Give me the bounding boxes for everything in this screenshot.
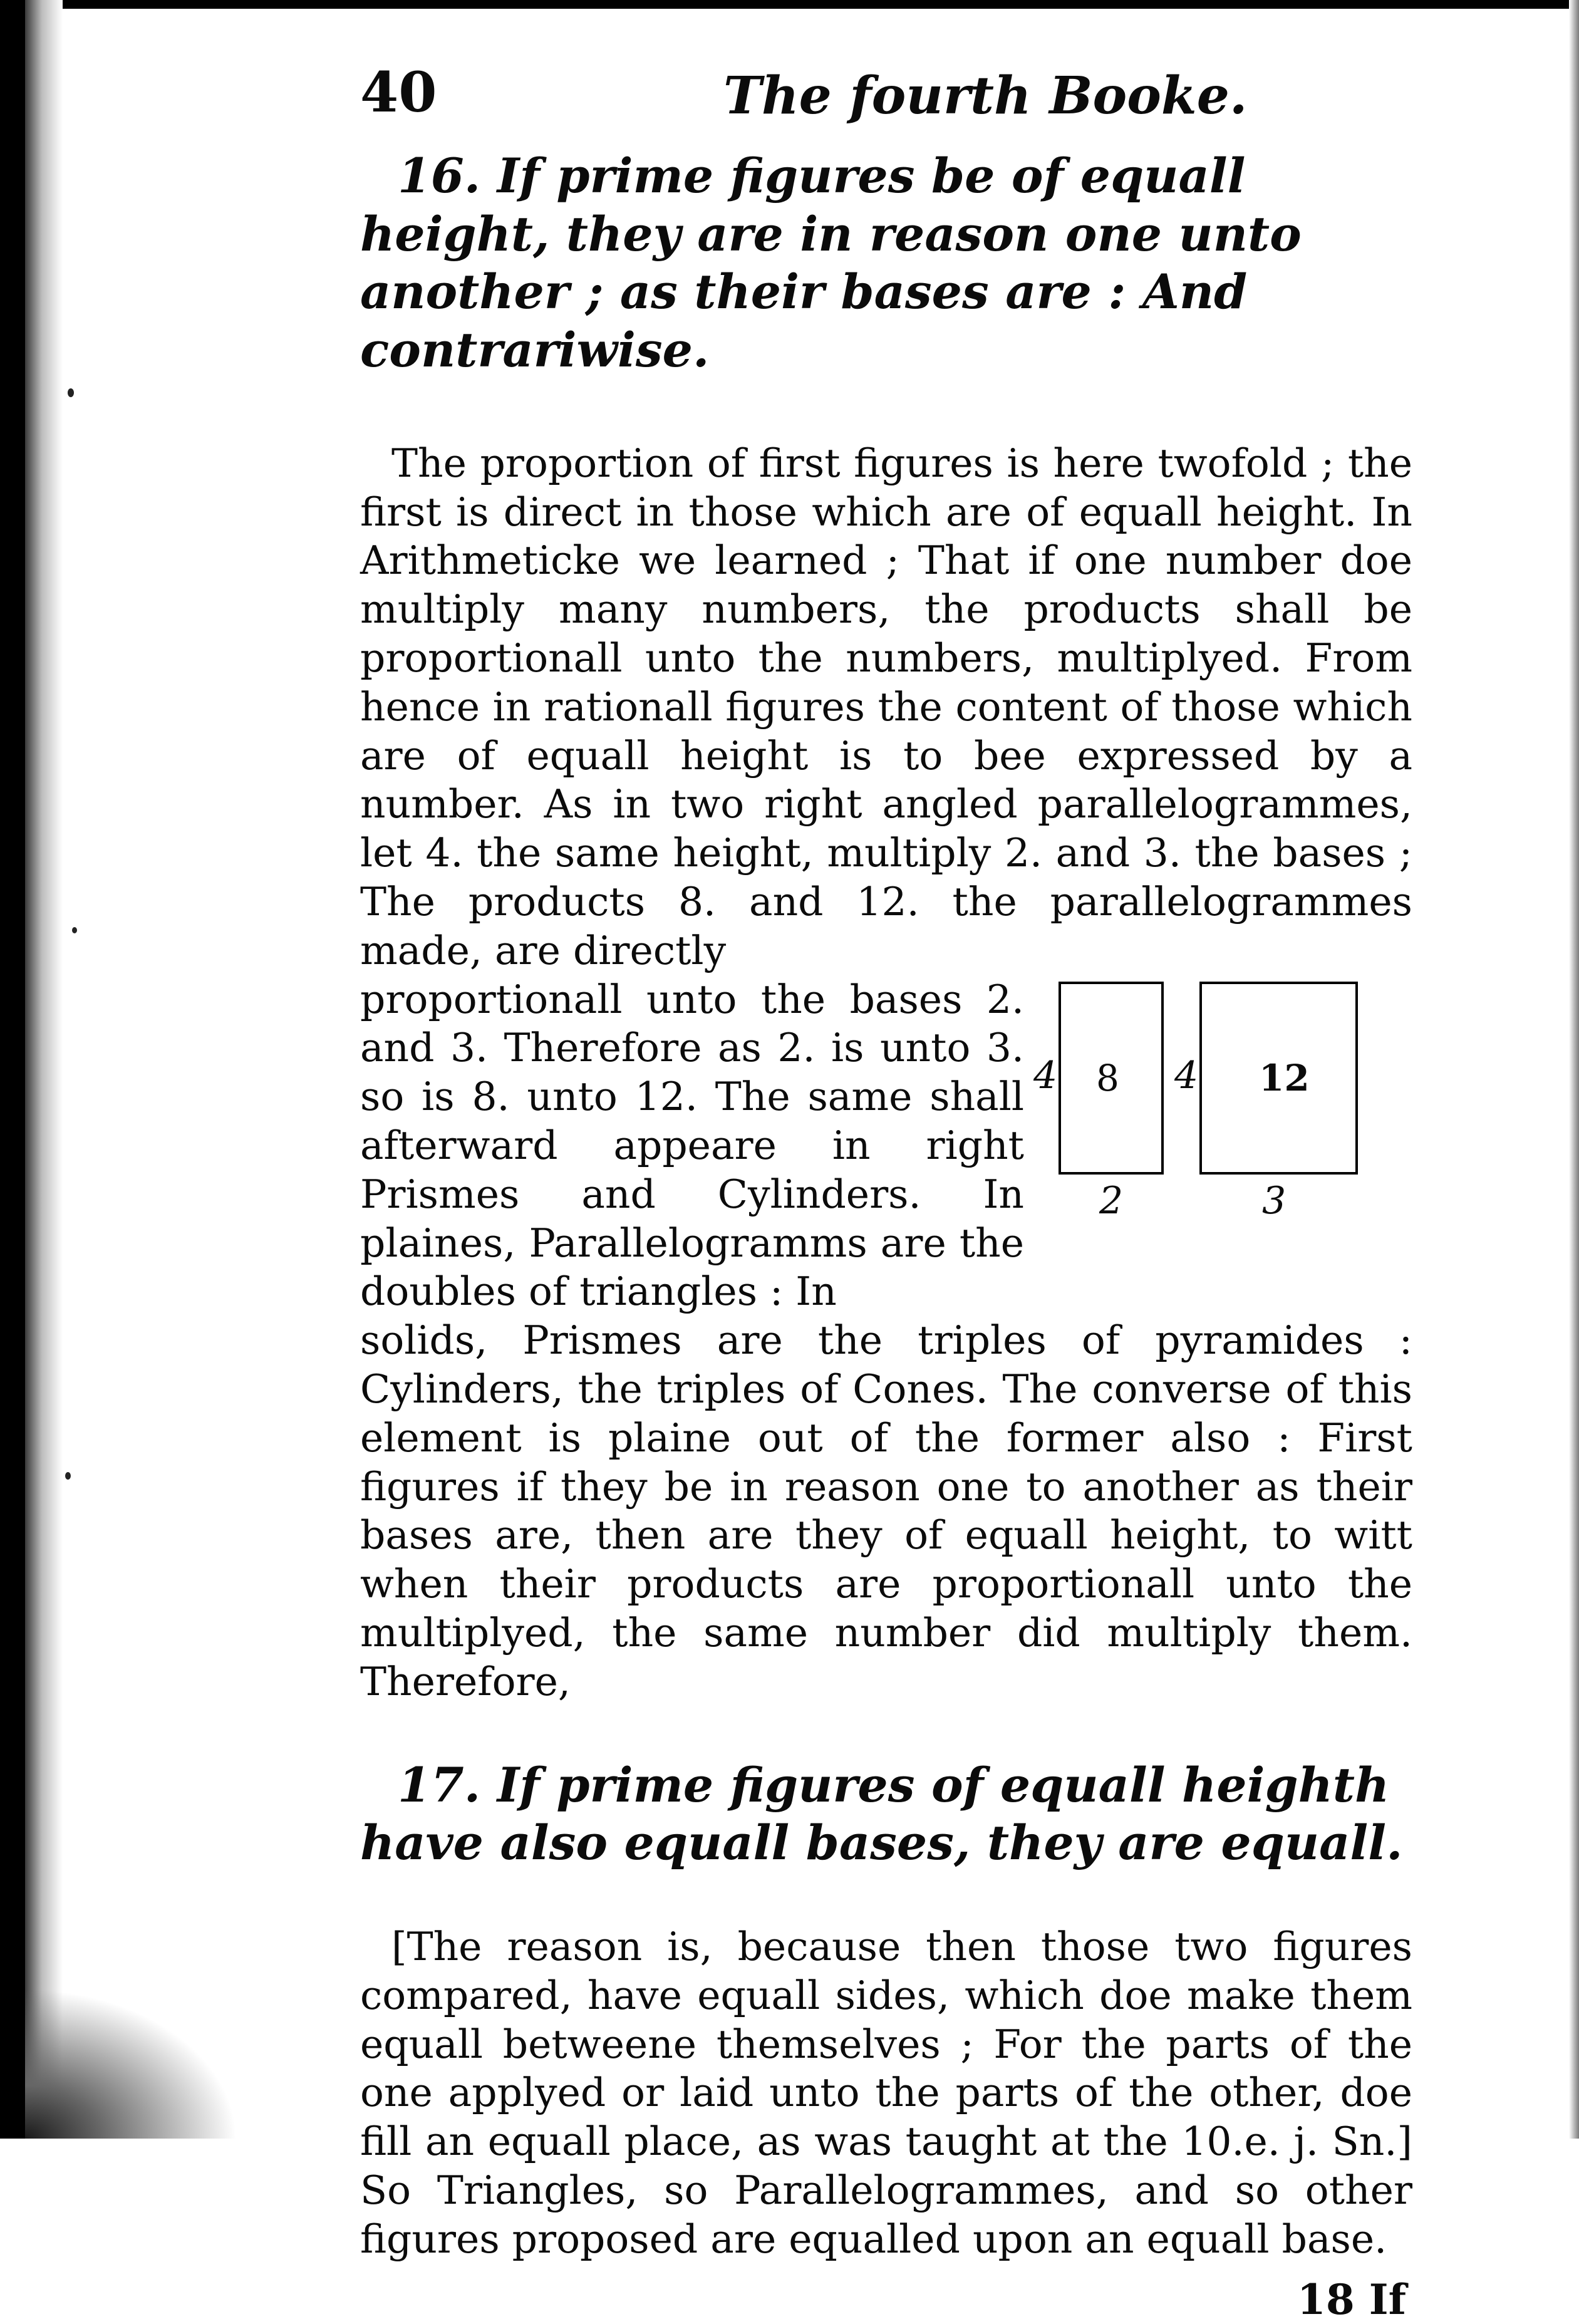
scan-border-right xyxy=(1569,0,1579,2139)
gutter-speck xyxy=(72,927,77,933)
scan-border-left xyxy=(0,0,25,2139)
scan-gutter-shadow xyxy=(25,0,63,2139)
proposition-text: If prime figures be of equall height, they are in reason one unto another ; as their bases are : And contrariwise. xyxy=(360,148,1302,378)
proposition-17 xyxy=(360,1756,1412,1872)
proposition-text: If prime figures of equall heighth have also equall bases, they are equall. xyxy=(360,1756,1403,1871)
figure-block xyxy=(360,975,1412,1317)
proposition-number: 16. xyxy=(398,148,481,204)
base-label-right: 3 xyxy=(1262,1178,1286,1223)
book-page xyxy=(360,60,1412,2324)
parallelogram-figure xyxy=(1033,975,1409,1238)
paragraph-2: [The reason is, because then those two figures compared, have equall sides, which doe make them equall betweene themselves ; For the parts of the one applyed or laid unto the parts of the other, doe fill an equall place, as was taught at the 10.e. j. Sn.] So Triangles, so Parallelogrammes, and so other figures proposed are equalled upon an equall base. xyxy=(360,1924,1412,2262)
paragraph-1-tail: solids, Prismes are the triples of pyramides : Cylinders, the triples of Cones. The converse of this element is plaine out of the former also : First figures if they be in reason one to another as their bases are, then are they of equall height, to witt when their products are proportionall unto the multiplyed, the same number did multiply them. Therefore, xyxy=(360,1317,1412,1704)
scan-corner-smudge xyxy=(25,1988,238,2139)
running-title: The fourth Booke. xyxy=(723,66,1248,126)
proposition-16 xyxy=(360,147,1412,380)
paragraph-1-lead: The proportion of first figures is here twofold ; the first is direct in those which are of equall height. In Arithmeticke we learned ; That if one number doe multiply many numbers, the products shall be proportionall unto the numbers, multiplyed. From hence in rationall figures the content of those which are of equall height is to bee expressed by a number. As in two right angled parallelogrammes, let 4. the same height, multiply 2. and 3. the bases ; The products 8. and 12. the parallelogrammes made, are directly xyxy=(360,440,1412,973)
base-label-left: 2 xyxy=(1099,1178,1124,1223)
paragraph-1-beside-figure: proportionall unto the bases 2. and 3. Therefore as 2. is unto 3. so is 8. unto 12. The same shall afterward appeare in right Prismes and Cylinders. In plaines, Parallelogramms are the doubles of triangles : In xyxy=(360,976,1024,1315)
catchword: 18 If xyxy=(1297,2275,1406,2324)
scan-border-top xyxy=(0,0,1579,9)
height-label-right: 4 xyxy=(1174,1053,1199,1097)
product-value-right: 12 xyxy=(1259,1056,1310,1099)
gutter-speck xyxy=(65,1472,71,1480)
page-number: 40 xyxy=(360,60,437,125)
gutter-speck xyxy=(68,388,74,397)
running-head xyxy=(360,60,1412,128)
height-label-left: 4 xyxy=(1033,1053,1058,1097)
product-value-left: 8 xyxy=(1096,1056,1119,1099)
proposition-number: 17. xyxy=(398,1756,481,1813)
